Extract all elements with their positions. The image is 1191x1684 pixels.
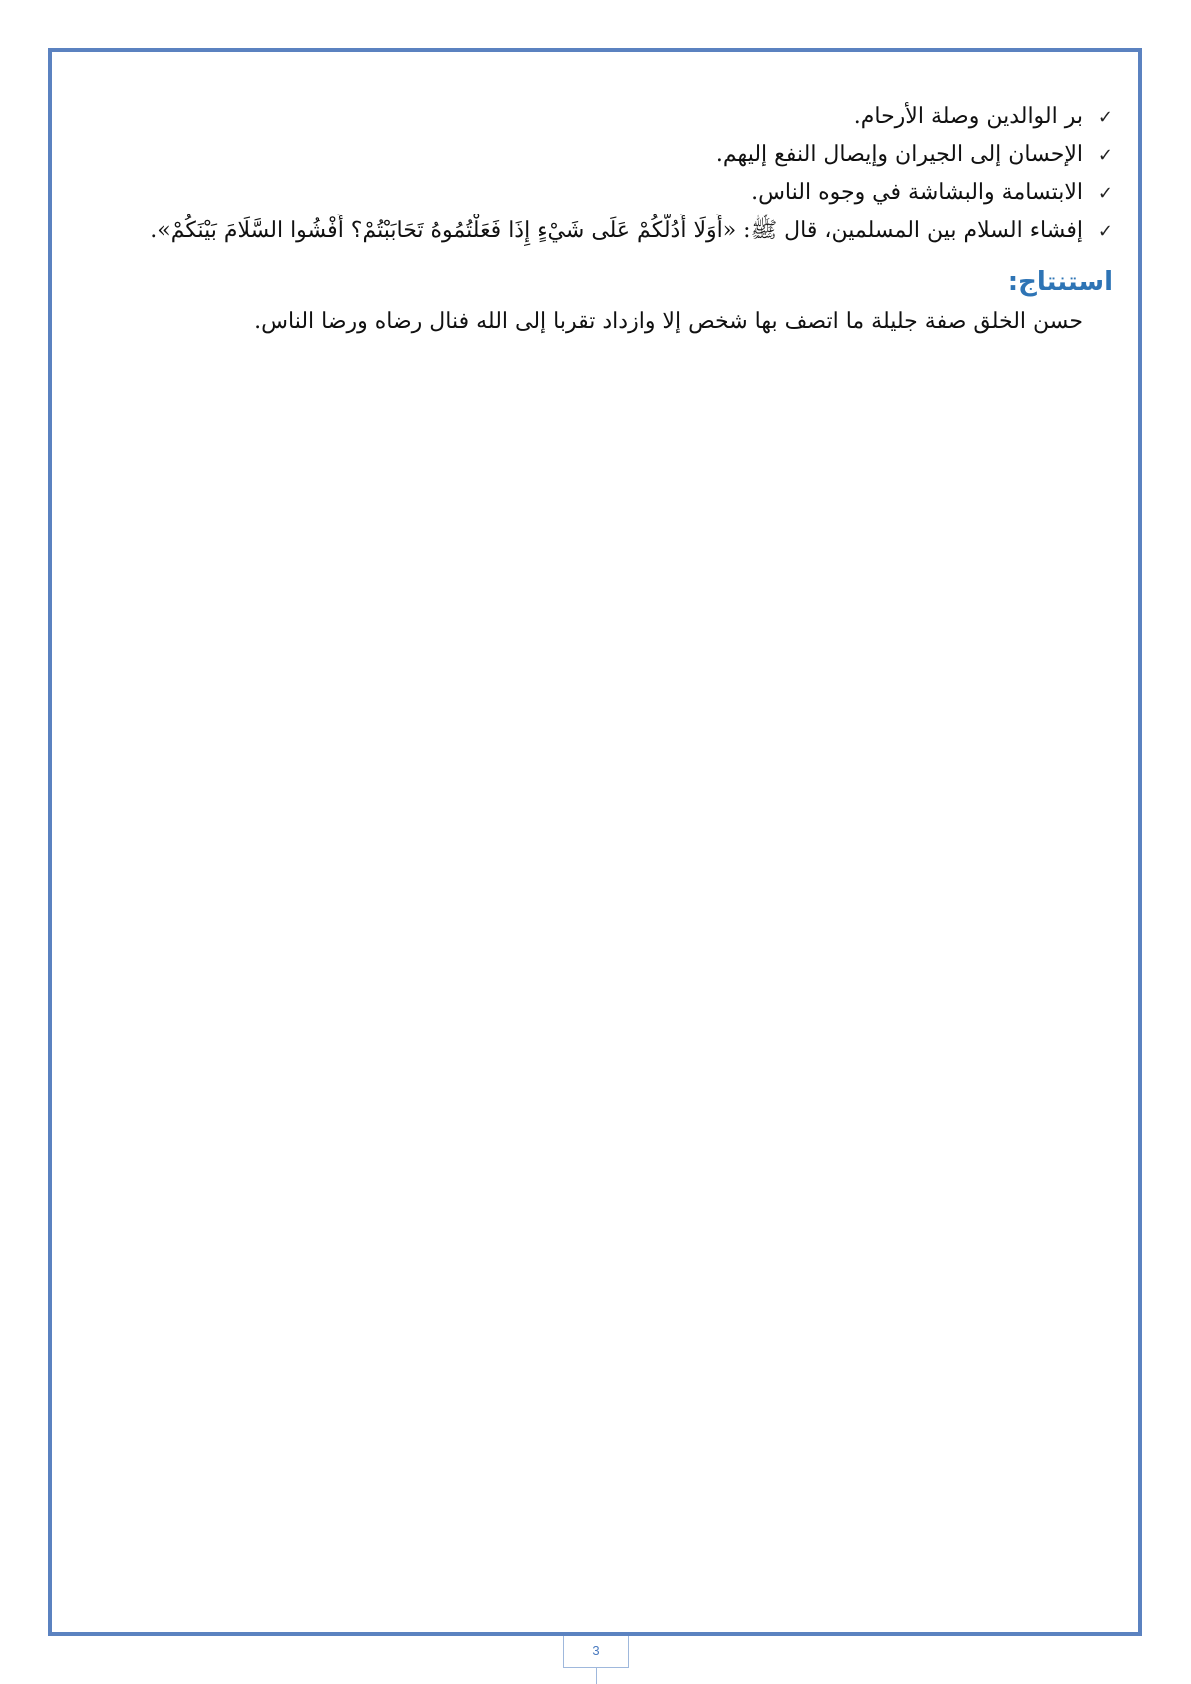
virtues-list (93, 100, 1113, 252)
list-item (93, 100, 1113, 138)
page-number-stem (596, 1668, 597, 1684)
page-content (93, 100, 1113, 340)
list-item-text: بر الوالدين وصلة الأرحام. (853, 104, 1083, 129)
conclusion-text: حسن الخلق صفة جليلة ما اتصف بها شخص إلا وازداد تقربا إلى الله فنال رضاه ورضا الناس. (254, 309, 1083, 334)
conclusion-heading: استنتاج: (1007, 267, 1113, 297)
list-item-text: إفشاء السلام بين المسلمين، قال ﷺ: «أَوَلَا أَدُلُّكُمْ عَلَى شَيْءٍ إِذَا فَعَلْتُمُوهُ تَحَابَبْتُمْ؟ أَفْشُوا السَّلَامَ بَيْنَكُمْ». (150, 218, 1083, 243)
check-icon: ✓ (1097, 221, 1113, 242)
list-item (93, 138, 1113, 176)
list-item-text: الابتسامة والبشاشة في وجوه الناس. (751, 180, 1083, 205)
list-item (93, 176, 1113, 214)
check-icon: ✓ (1097, 107, 1113, 128)
check-icon: ✓ (1097, 145, 1113, 166)
list-item-text: الإحسان إلى الجيران وإيصال النفع إليهم. (715, 142, 1083, 167)
page-number: 3 (563, 1636, 629, 1668)
list-item (93, 214, 1113, 252)
check-icon: ✓ (1097, 183, 1113, 204)
